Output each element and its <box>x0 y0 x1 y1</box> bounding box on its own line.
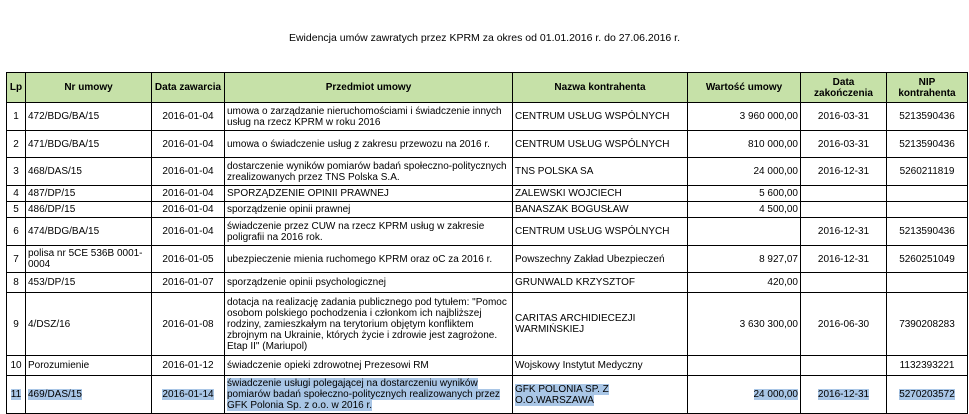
cell-kontrahent: CENTRUM USŁUG WSPÓLNYCH <box>513 103 688 131</box>
cell-lp: 1 <box>7 103 26 131</box>
cell-wartosc <box>688 356 801 376</box>
cell-data-zawarcia: 2016-01-08 <box>152 293 225 356</box>
cell-przedmiot: umowa o świadczenie usług z zakresu przewozu na 2016 r. <box>225 131 513 158</box>
cell-nr-umowy: 486/DP/15 <box>26 202 152 218</box>
cell-lp: 3 <box>7 158 26 186</box>
cell-data-zakonczenia <box>801 356 887 376</box>
column-header-nr-umowy: Nr umowy <box>26 73 152 103</box>
column-header-lp: Lp <box>7 73 26 103</box>
cell-data-zawarcia: 2016-01-04 <box>152 202 225 218</box>
cell-data-zakonczenia: 2016-03-31 <box>801 131 887 158</box>
cell-nr-umowy: 471/BDG/BA/15 <box>26 131 152 158</box>
cell-nr-umowy: 453/DP/15 <box>26 273 152 293</box>
cell-nip: 7390208283 <box>887 293 968 356</box>
cell-wartosc: 4 500,00 <box>688 202 801 218</box>
cell-data-zawarcia-text: 2016-01-14 <box>162 389 214 400</box>
cell-nr-umowy: 487/DP/15 <box>26 186 152 202</box>
cell-nr-umowy: Porozumienie <box>26 356 152 376</box>
cell-nr-umowy-text: 469/DAS/15 <box>28 389 82 400</box>
column-header-nazwa-kontrahenta: Nazwa kontrahenta <box>513 73 688 103</box>
cell-przedmiot: SPORZĄDZENIE OPINII PRAWNEJ <box>225 186 513 202</box>
table-row-selected <box>7 376 968 414</box>
cell-data-zakonczenia: 2016-12-31 <box>801 218 887 246</box>
cell-nip <box>887 273 968 293</box>
table-header-row <box>7 73 968 103</box>
cell-nr-umowy: 4/DSZ/16 <box>26 293 152 356</box>
table-row <box>7 131 968 158</box>
cell-lp: 4 <box>7 186 26 202</box>
cell-lp: 7 <box>7 246 26 273</box>
column-header-data-zakonczenia: Data zakończenia <box>801 73 887 103</box>
cell-nip: 5213590436 <box>887 103 968 131</box>
cell-kontrahent: Wojskowy Instytut Medyczny <box>513 356 688 376</box>
cell-data-zakonczenia: 2016-12-31 <box>801 246 887 273</box>
table-row <box>7 273 968 293</box>
cell-przedmiot: umowa o zarządzanie nieruchomościami i świadczenie innych usług na rzecz KPRM w roku 2016 <box>225 103 513 131</box>
cell-data-zawarcia: 2016-01-12 <box>152 356 225 376</box>
table-row <box>7 246 968 273</box>
cell-kontrahent: CARITAS ARCHIDIECEZJI WARMIŃSKIEJ <box>513 293 688 356</box>
cell-kontrahent: ZALEWSKI WOJCIECH <box>513 186 688 202</box>
cell-lp: 6 <box>7 218 26 246</box>
cell-data-zakonczenia: 2016-06-30 <box>801 293 887 356</box>
cell-lp: 10 <box>7 356 26 376</box>
cell-kontrahent: CENTRUM USŁUG WSPÓLNYCH <box>513 218 688 246</box>
cell-data-zawarcia: 2016-01-04 <box>152 131 225 158</box>
cell-nip: 5213590436 <box>887 131 968 158</box>
cell-przedmiot: sporządzenie opinii psychologicznej <box>225 273 513 293</box>
cell-wartosc: 3 630 300,00 <box>688 293 801 356</box>
cell-wartosc: 420,00 <box>688 273 801 293</box>
cell-data-zawarcia: 2016-01-04 <box>152 158 225 186</box>
cell-nip: 5213590436 <box>887 218 968 246</box>
cell-nip <box>887 202 968 218</box>
cell-nr-umowy: 474/BDG/BA/15 <box>26 218 152 246</box>
cell-kontrahent: TNS POLSKA SA <box>513 158 688 186</box>
cell-lp: 8 <box>7 273 26 293</box>
cell-data-zawarcia <box>152 376 225 414</box>
cell-nr-umowy: 468/DAS/15 <box>26 158 152 186</box>
table-row <box>7 103 968 131</box>
cell-nr-umowy <box>26 376 152 414</box>
cell-przedmiot-text: świadczenie usługi polegającej na dostarczeniu wyników pomiarów badań społeczno-politycznych realizowanych przez GFK Polonia Sp. z o.o. w 2016 r. <box>227 378 500 411</box>
cell-kontrahent: CENTRUM USŁUG WSPÓLNYCH <box>513 131 688 158</box>
cell-przedmiot <box>225 376 513 414</box>
cell-przedmiot: dotacja na realizację zadania publicznego pod tytułem: "Pomoc osobom polskiego pochodzenia i członkom ich najbliższej rodziny, zamieszkałym na terytorium objętym konfliktem zbrojnym na Ukrainie, których życie i zdrowie jest zagrożone. Etap II" (Mariupol) <box>225 293 513 356</box>
cell-data-zakonczenia <box>801 186 887 202</box>
column-header-przedmiot-umowy: Przedmiot umowy <box>225 73 513 103</box>
cell-wartosc: 5 600,00 <box>688 186 801 202</box>
cell-data-zawarcia: 2016-01-04 <box>152 186 225 202</box>
cell-wartosc-text: 24 000,00 <box>753 389 798 400</box>
column-header-nip-kontrahenta: NIP kontrahenta <box>887 73 968 103</box>
cell-data-zakonczenia: 2016-12-31 <box>801 158 887 186</box>
cell-przedmiot: dostarczenie wyników pomiarów badań społeczno-politycznych zrealizowanych przez TNS Polska S.A. <box>225 158 513 186</box>
cell-lp: 9 <box>7 293 26 356</box>
cell-data-zawarcia: 2016-01-04 <box>152 218 225 246</box>
table-row <box>7 158 968 186</box>
cell-nip: 5260211819 <box>887 158 968 186</box>
column-header-wartosc-umowy: Wartość umowy <box>688 73 801 103</box>
cell-przedmiot: sporządzenie opinii prawnej <box>225 202 513 218</box>
cell-kontrahent: BANASZAK BOGUSŁAW <box>513 202 688 218</box>
cell-wartosc: 24 000,00 <box>688 158 801 186</box>
table-row <box>7 186 968 202</box>
cell-data-zakonczenia <box>801 202 887 218</box>
cell-przedmiot: świadczenie opieki zdrowotnej Prezesowi RM <box>225 356 513 376</box>
cell-lp: 2 <box>7 131 26 158</box>
cell-lp <box>7 376 26 414</box>
cell-data-zakonczenia-text: 2016-12-31 <box>817 389 870 400</box>
cell-kontrahent: GRUNWALD KRZYSZTOF <box>513 273 688 293</box>
table-row <box>7 356 968 376</box>
cell-wartosc: 3 960 000,00 <box>688 103 801 131</box>
document-title: Ewidencja umów zawratych przez KPRM za okres od 01.01.2016 r. do 27.06.2016 r. <box>288 32 681 44</box>
cell-lp-text: 11 <box>10 389 22 400</box>
table-row <box>7 202 968 218</box>
cell-nip: 5260251049 <box>887 246 968 273</box>
cell-wartosc <box>688 218 801 246</box>
contracts-table <box>6 72 968 414</box>
cell-przedmiot: ubezpieczenie mienia ruchomego KPRM oraz oC za 2016 r. <box>225 246 513 273</box>
cell-nip: 1132393221 <box>887 356 968 376</box>
cell-wartosc <box>688 376 801 414</box>
cell-data-zawarcia: 2016-01-07 <box>152 273 225 293</box>
cell-data-zawarcia: 2016-01-04 <box>152 103 225 131</box>
column-header-data-zawarcia: Data zawarcia <box>152 73 225 103</box>
cell-data-zawarcia: 2016-01-05 <box>152 246 225 273</box>
cell-nr-umowy: 472/BDG/BA/15 <box>26 103 152 131</box>
table-row <box>7 218 968 246</box>
cell-nip <box>887 186 968 202</box>
cell-kontrahent: Powszechny Zakład Ubezpieczeń <box>513 246 688 273</box>
cell-kontrahent <box>513 376 688 414</box>
cell-kontrahent-text: GFK POLONIA SP. Z O.O.WARSZAWA <box>515 383 609 406</box>
cell-nip <box>887 376 968 414</box>
cell-wartosc: 810 000,00 <box>688 131 801 158</box>
cell-przedmiot: świadczenie przez CUW na rzecz KPRM usług w zakresie poligrafii na 2016 rok. <box>225 218 513 246</box>
cell-lp: 5 <box>7 202 26 218</box>
cell-nip-text: 5270203572 <box>899 389 955 400</box>
cell-data-zakonczenia: 2016-03-31 <box>801 103 887 131</box>
table-row <box>7 293 968 356</box>
cell-data-zakonczenia <box>801 376 887 414</box>
cell-nr-umowy: polisa nr 5CE 536B 0001-0004 <box>26 246 152 273</box>
cell-wartosc: 8 927,07 <box>688 246 801 273</box>
cell-data-zakonczenia <box>801 273 887 293</box>
